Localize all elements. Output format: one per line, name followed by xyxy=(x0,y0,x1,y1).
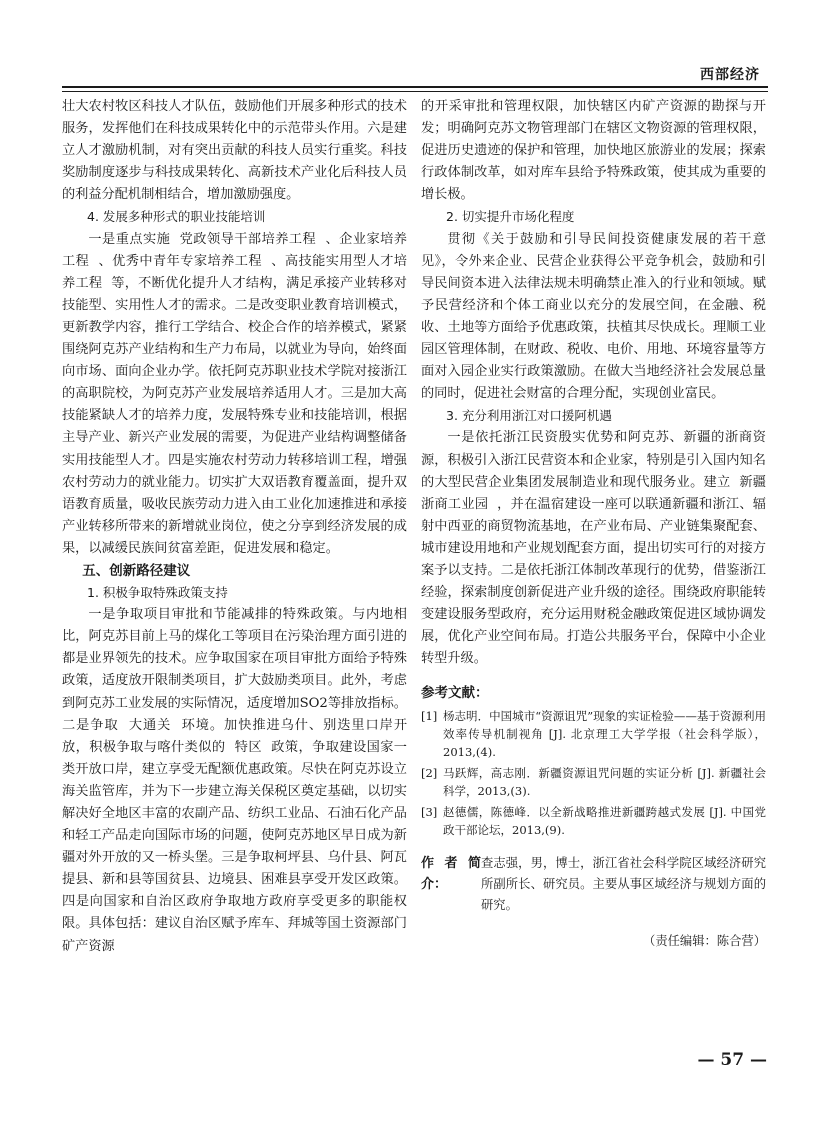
author-bio-label: 作者简介： xyxy=(421,855,481,892)
subheading-zhejiang-aid: 3. 充分利用浙江对口援阿机遇 xyxy=(446,408,612,424)
subheading-marketization: 2. 切实提升市场化程度 xyxy=(446,209,575,225)
subheading-special-policy: 1. 积极争取特殊政策支持 xyxy=(87,585,228,601)
author-bio-text: 查志强，男，博士，浙江省社会科学院区域经济研究所副所长、研究员。主要从事区域经济与规划方面的研究。 xyxy=(481,855,766,912)
reference-number: [1] xyxy=(421,708,438,723)
reference-number: [3] xyxy=(421,804,438,819)
page-number: — 57 — xyxy=(697,1050,767,1070)
references-list xyxy=(421,707,766,839)
running-header xyxy=(62,58,768,86)
reference-text: 马跃辉，高志刚．新疆资源诅咒问题的实证分析 [J]. 新疆社会科学，2013,(3). xyxy=(443,765,766,798)
references-heading: 参考文献： xyxy=(421,685,489,702)
header-rule-thick xyxy=(62,86,768,88)
header-rule-thin xyxy=(62,91,768,92)
responsible-editor: （责任编辑：陈合营） xyxy=(643,933,766,948)
reference-item xyxy=(421,764,766,800)
paragraph-skill-training: 一是重点实施 党政领导干部培养工程 、企业家培养工程 、优秀中青年专家培养工程 、高技能实用型人才培养工程 等，不断优化提升人才结构，满足承接产业转移对技能型、实用性人才的需求。二是改变职业教育培训模式，更新教学内容，推行工学结合、校企合作的培养模式，紧紧围绕阿克苏产业结构和生产力布局，以就业为导向，始终面向市场、面向企业办学。依托阿克苏职业技术学院对接浙江的高职院校，为阿克苏产业发展培养适用人才。三是加大高技能紧缺人才的培养力度，发展特殊专业和技能培训，根据主导产业、新兴产业发展的需要，为促进产业结构调整储备实用技能型人才。四是实施农村劳动力转移培训工程，增强农村劳动力的就业能力。切实扩大双语教育覆盖面，提升双语教育质量，吸收民族劳动力进入由工业化加速推进和承接产业转移所带来的新增就业岗位，使之分享到经济发展的成果，以减缓民族间贫富差距，促进发展和稳定。 xyxy=(62,231,407,556)
reference-text: 杨志明．中国城市“资源诅咒”现象的实证检验——基于资源利用效率传导机制视角 [J]. 北京理工大学学报（社会科学版），2013,(4). xyxy=(443,708,766,759)
subheading-skill-training: 4. 发展多种形式的职业技能培训 xyxy=(87,209,266,225)
section-heading-innovation-path: 五、创新路径建议 xyxy=(82,562,191,579)
paragraph-continued-right: 的开采审批和管理权限，加快辖区内矿产资源的勘探与开发；明确阿克苏文物管理部门在辖区文物资源的管理权限，促进历史遗迹的保护和管理，加快地区旅游业的发展；探索行政体制改革，如对库车县给予特殊政策，使其成为重要的增长极。 xyxy=(421,99,766,203)
reference-item xyxy=(421,803,766,839)
right-column xyxy=(421,96,766,952)
paragraph-continued: 壮大农村牧区科技人才队伍，鼓励他们开展多种形式的技术服务，发挥他们在科技成果转化中的示范带头作用。六是建立人才激励机制，对有突出贡献的科技人员实行重奖。科技奖励制度逐步与科技成果转化、高新技术产业化后科技人员的利益分配机制相结合，增加激励强度。 xyxy=(62,99,407,203)
reference-item xyxy=(421,707,766,761)
reference-number: [2] xyxy=(421,765,438,780)
paragraph-marketization: 贯彻《关于鼓励和引导民间投资健康发展的若干意见》，令外来企业、民营企业获得公平竞争机会，鼓励和引导民间资本进入法律法规未明确禁止准入的行业和领域。赋予民营经济和个体工商业以充分的发展空间，在金融、税收、土地等方面给予优惠政策，扶植其尽快成长。理顺工业园区管理体制，在财政、税收、电价、用地、环境容量等方面对入园企业实行政策激励。在做大当地经济社会发展总量的同时，促进社会财富的合理分配，实现创业富民。 xyxy=(421,231,766,402)
author-bio xyxy=(421,853,766,916)
paragraph-zhejiang-aid: 一是依托浙江民资殷实优势和阿克苏、新疆的浙商资源，积极引入浙江民营资本和企业家，特别是引入国内知名的大型民营企业集团发展制造业和现代服务业。建立 新疆浙商工业园 ，并在温宿建设一座可以联通新疆和浙江、辐射中西亚的商贸物流基地，在产业布局、产业链集聚配套、城市建设用地和产业规划配套方面，提出切实可行的对接方案予以支持。二是依托浙江体制改革现行的优势，借鉴浙江经验，探索制度创新促进产业升级的途径。围绕政府职能转变建设服务型政府，充分运用财税金融政策促进区域协调发展，优化产业空间布局。打造公共服务平台，保障中小企业转型升级。 xyxy=(421,430,766,667)
journal-name: 西部经济 xyxy=(700,67,760,83)
left-column xyxy=(62,96,407,958)
reference-text: 赵德儒，陈德峰．以全新战略推进新疆跨越式发展 [J]. 中国党政干部论坛，2013,(9). xyxy=(443,804,766,837)
paragraph-special-policy: 一是争取项目审批和节能减排的特殊政策。与内地相比，阿克苏目前上马的煤化工等项目在污染治理方面引进的都是业界领先的技术。应争取国家在项目审批方面给予特殊政策，适度放开限制类项目，扩大鼓励类项目。此外，考虑到阿克苏工业发展的实际情况，适度增加SO2等排放指标。二是争取 大通关 环境。加快推进乌什、别迭里口岸开放，积极争取与喀什类似的 特区 政策，争取建设国家一类开放口岸，建立享受无配额优惠政策。尽快在阿克苏设立海关监管库，并为下一步建立海关保税区奠定基础，以切实解决好全地区丰富的农副产品、纺织工业品、石油石化产品和轻工产品走向国际市场的问题，使阿克苏地区早日成为新疆对外开放的又一桥头堡。三是争取柯坪县、乌什县、阿瓦提县、新和县等国贫县、边境县、困难县享受开发区政策。四是向国家和自治区政府争取地方政府享受更多的职能权限。具体包括：建议自治区赋予库车、拜城等国土资源部门矿产资源 xyxy=(62,607,407,954)
